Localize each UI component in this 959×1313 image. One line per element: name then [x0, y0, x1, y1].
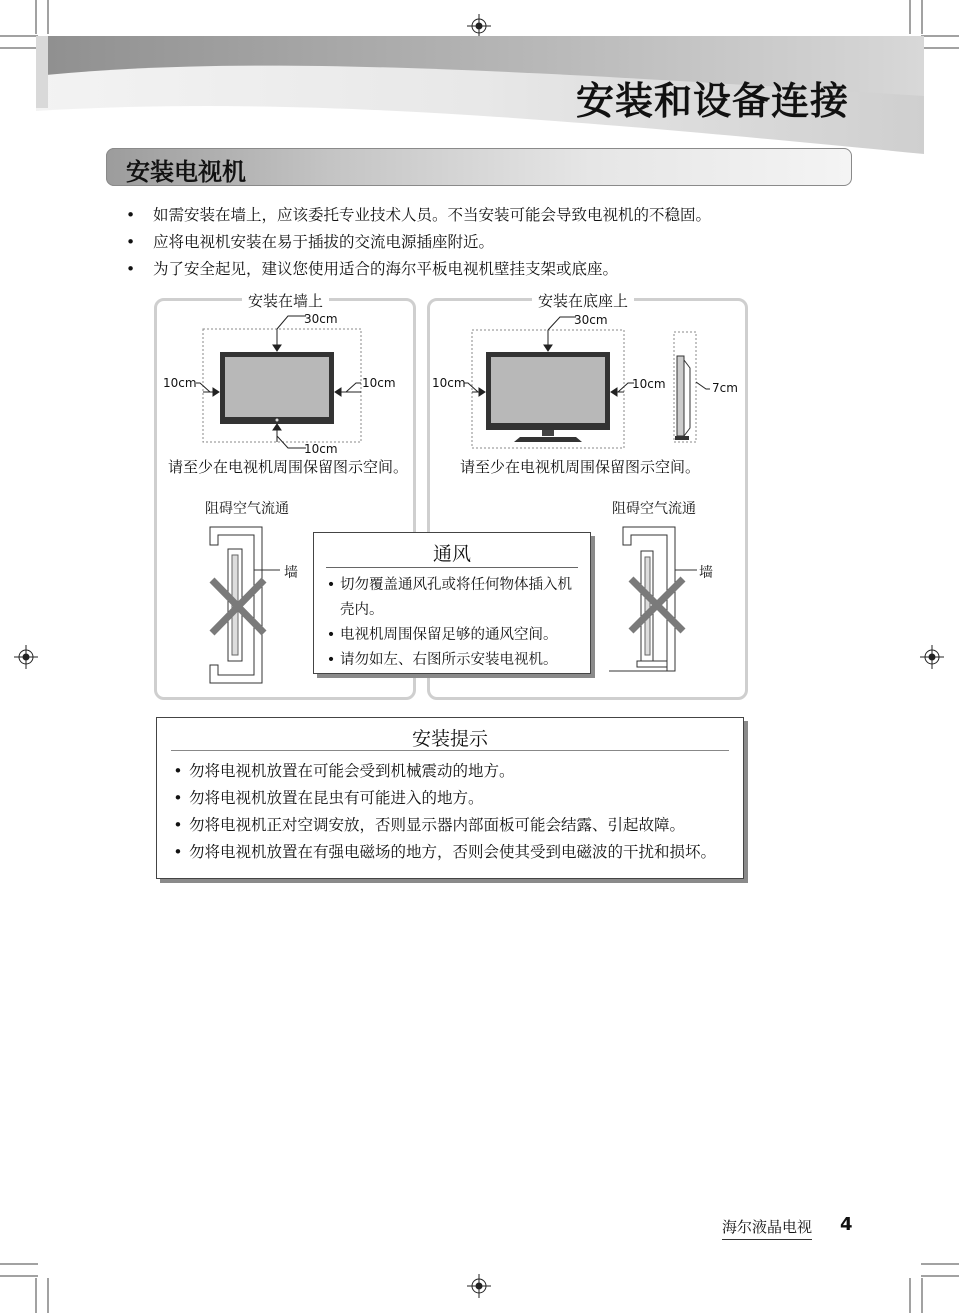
list-item: • 为了安全起见，建议您使用适合的海尔平板电视机壁挂支架或底座。 [126, 260, 619, 278]
wall-label-left: 墙 [284, 565, 298, 581]
ventilation-title: 通风 [432, 543, 471, 565]
wall-panel-title: 安装在墙上 [242, 290, 329, 311]
list-item: • 勿将电视机放置在昆虫有可能进入的地方。 [173, 789, 484, 807]
list-item: • 电视机周围保留足够的通风空间。 [326, 627, 558, 643]
ventilation-list [322, 573, 584, 673]
stand-left-clearance: 10cm [432, 376, 466, 390]
wall-left-clearance: 10cm [163, 376, 197, 390]
stand-caption: 请至少在电视机周围保留图示空间。 [460, 458, 701, 476]
registration-mark-top [467, 14, 491, 38]
registration-mark-right [920, 645, 944, 669]
section-title: 安装电视机 [126, 158, 246, 186]
registration-mark-left [14, 645, 38, 669]
registration-mark-bottom [467, 1274, 491, 1298]
list-item: • 请勿如左、右图所示安装电视机。 [326, 652, 558, 668]
wall-airflow-label: 阻碍空气流通 [205, 501, 289, 517]
stand-back-clearance: 7cm [712, 381, 738, 395]
intro-bullet-list [126, 202, 826, 283]
page-number: 4 [840, 1214, 853, 1235]
tips-list [167, 758, 737, 866]
wall-caption: 请至少在电视机周围保留图示空间。 [168, 458, 409, 476]
wall-top-clearance: 30cm [304, 312, 338, 326]
list-item: • 切勿覆盖通风孔或将任何物体插入机壳内。 [326, 577, 572, 618]
stand-top-clearance: 30cm [574, 313, 608, 327]
stand-airflow-label: 阻碍空气流通 [612, 501, 696, 517]
tips-title: 安装提示 [411, 728, 488, 750]
stand-panel-title: 安装在底座上 [532, 290, 634, 311]
stand-tv-clearance-diagram [428, 312, 742, 452]
list-item: • 勿将电视机放置在可能会受到机械震动的地方。 [173, 762, 515, 780]
stand-right-clearance: 10cm [632, 377, 666, 391]
wall-label-right: 墙 [699, 565, 713, 581]
list-item: • 勿将电视机放置在有强电磁场的地方，否则会使其受到电磁波的干扰和损坏。 [173, 843, 717, 861]
footer-brand: 海尔液晶电视 [722, 1216, 812, 1240]
list-item: • 应将电视机安装在易于插拔的交流电源插座附近。 [126, 233, 495, 251]
divider [326, 567, 578, 568]
ventilation-box [313, 532, 591, 674]
wall-bottom-clearance: 10cm [304, 442, 338, 456]
list-item: • 勿将电视机正对空调安放，否则显示器内部面板可能会结露、引起故障。 [173, 816, 686, 834]
stand-blocked-airflow-diagram [605, 515, 715, 675]
installation-tips-box [156, 717, 744, 879]
list-item: • 如需安装在墙上，应该委托专业技术人员。不当安装可能会导致电视机的不稳固。 [126, 206, 712, 224]
wall-blocked-airflow-diagram [200, 515, 310, 690]
page-title: 安装和设备连接 [575, 79, 849, 123]
divider [171, 750, 729, 751]
wall-right-clearance: 10cm [362, 376, 396, 390]
